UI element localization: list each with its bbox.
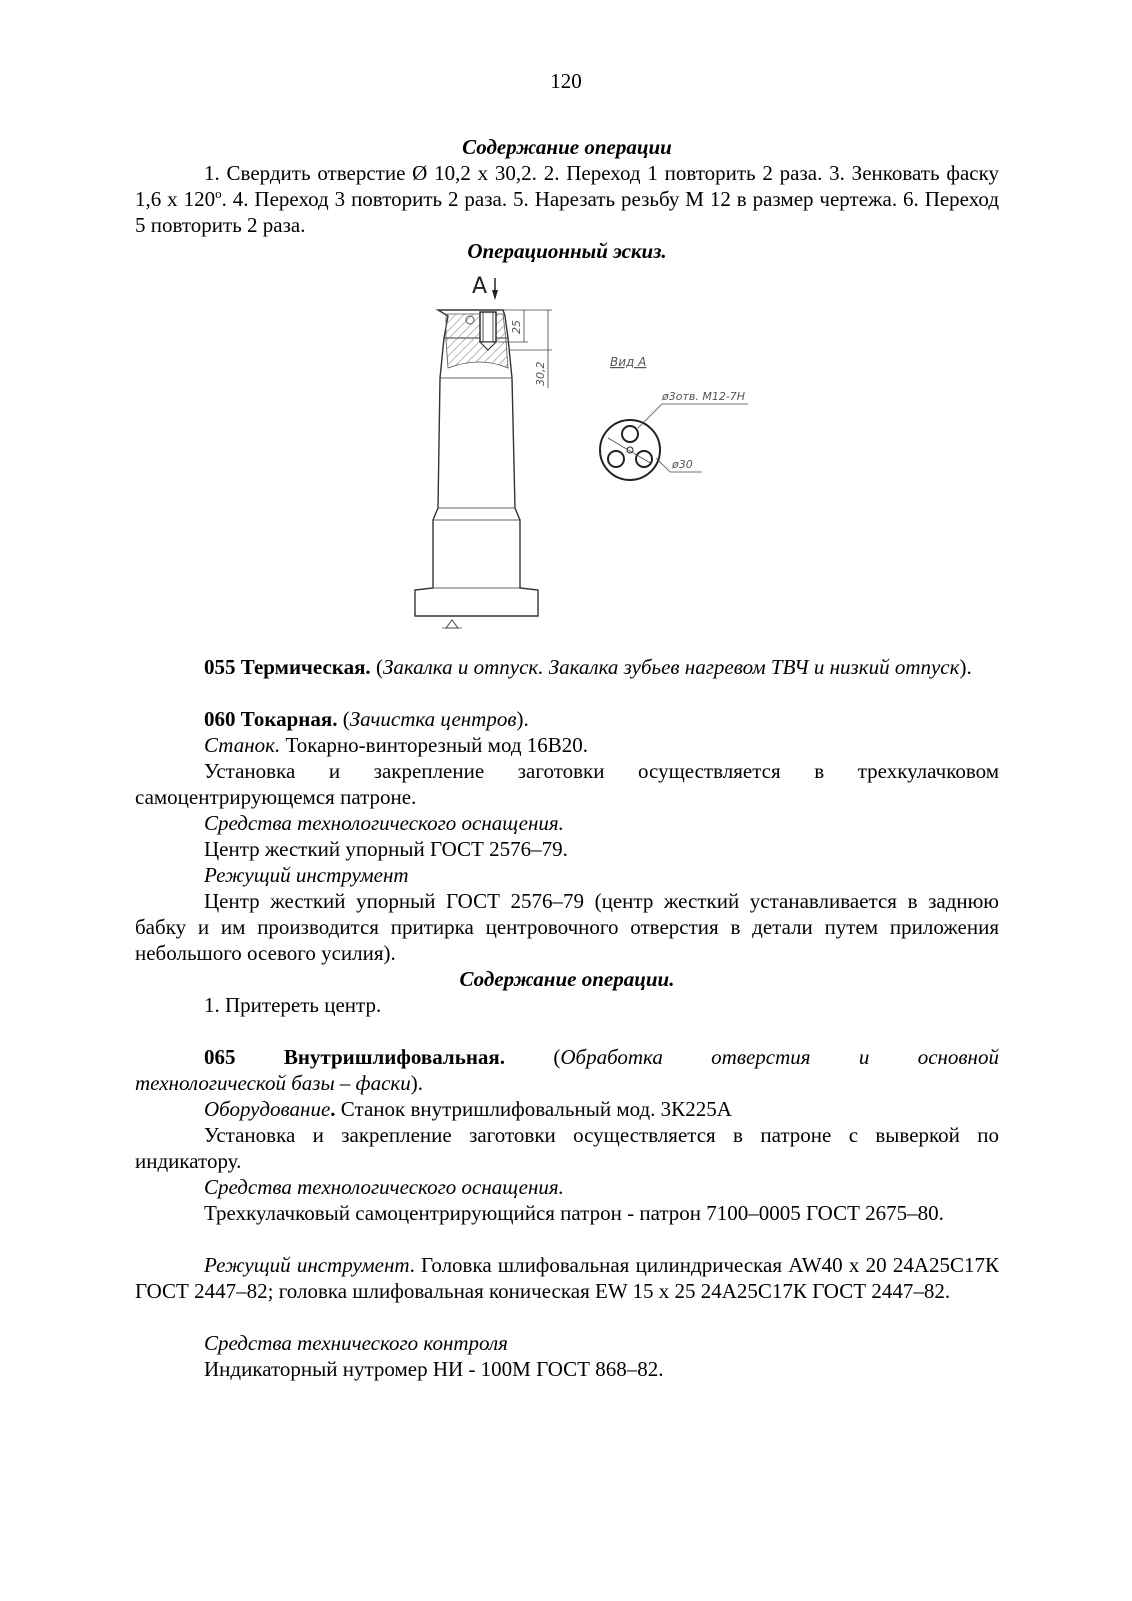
view-a-hole-1 bbox=[622, 426, 638, 442]
op065-equipment: Оборудование. Станок внутришлифовальный мод. 3К225А bbox=[204, 1097, 732, 1121]
support-symbol bbox=[446, 620, 458, 628]
holes-label: ø3отв. М12-7Н bbox=[662, 390, 746, 403]
diameter-label: ø30 bbox=[672, 458, 693, 471]
op060-machine: Станок. Токарно-винторезный мод 16В20. bbox=[204, 733, 589, 757]
dim-25-text: 25 bbox=[510, 320, 523, 334]
view-arrow-head bbox=[492, 290, 498, 300]
view-a-label: Вид А bbox=[610, 355, 647, 369]
op065-tool: Режущий инструмент. Головка шлифовальная цилиндрическая AW40 х 20 24А25С17К ГОСТ 2447–82; головка шлифовальная коническая EW 15 х 25 24А25С17К ГОСТ 2447–82. bbox=[135, 1253, 999, 1303]
op060-heading: 060 Токарная. (Зачистка центров). bbox=[204, 707, 529, 731]
op065-control-label: Средства технического контроля bbox=[204, 1331, 508, 1355]
section-hatch bbox=[446, 314, 508, 368]
sketch-drawing bbox=[400, 268, 780, 638]
view-a-hole-2 bbox=[608, 451, 624, 467]
sketch-title: Операционный эскиз. bbox=[467, 239, 667, 263]
op060-equip-label: Средства технологического оснащения. bbox=[204, 811, 564, 835]
operational-sketch bbox=[400, 268, 780, 638]
op065-heading: 065 Внутришлифовальная. (Обработка отверстия и основной технологической базы – фаски). bbox=[135, 1045, 999, 1095]
view-a-outer-circle bbox=[600, 420, 660, 480]
op060-content-title: Содержание операции. bbox=[459, 967, 675, 991]
dim-30-2-text: 30,2 bbox=[534, 361, 547, 386]
op060-equip-text: Центр жесткий упорный ГОСТ 2576–79. bbox=[204, 837, 568, 861]
op060-tool-label: Режущий инструмент bbox=[204, 863, 409, 887]
threaded-hole bbox=[480, 312, 496, 342]
op060-content-text: 1. Притереть центр. bbox=[204, 993, 382, 1017]
op065-setup: Установка и закрепление заготовки осуществляется в патроне с выверкой по индикатору. bbox=[135, 1123, 999, 1173]
op065-control-text: Индикаторный нутромер НИ - 100М ГОСТ 868–82. bbox=[204, 1357, 664, 1381]
op065-tech-text: Трехкулачковый самоцентрирующийся патрон - патрон 7100–0005 ГОСТ 2675–80. bbox=[204, 1201, 944, 1225]
op065-tech-label: Средства технологического оснащения. bbox=[204, 1175, 564, 1199]
view-mark-letter: А bbox=[472, 274, 488, 299]
op060-tool-text: Центр жесткий упорный ГОСТ 2576–79 (центр жесткий устанавливается в заднюю бабку и им производится притирка центровочного отверстия в детали путем приложения небольшого осевого усилия). bbox=[135, 889, 999, 965]
op1-text: 1. Свердить отверстие Ø 10,2 х 30,2. 2. Переход 1 повторить 2 раза. 3. Зенковать фаску 1,6 х $120^о$. 4. Переход 3 повторить 2 раза. 5. Нарезать резьбу М 12 в размер чертежа. 6. Переход 5 повторить 2 раза. bbox=[135, 161, 1000, 237]
op1-title: Содержание операции bbox=[462, 135, 672, 159]
op060-setup: Установка и закрепление заготовки осуществляется в трехкулачковом самоцентрирующемся патроне. bbox=[135, 759, 999, 809]
page-number: 120 bbox=[550, 69, 582, 93]
op055-para: 055 Термическая. (Закалка и отпуск. Закалка зубьев нагревом ТВЧ и низкий отпуск). bbox=[204, 655, 972, 679]
